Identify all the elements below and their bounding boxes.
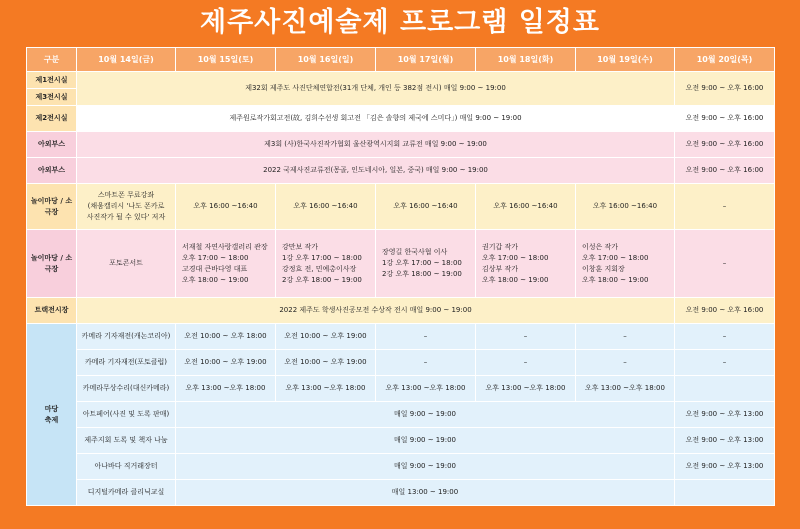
table-row: [27, 402, 775, 428]
schedule-cell: 포토콘서트: [77, 230, 176, 298]
cell-line: 오후 18:00 ~ 19:00: [482, 275, 549, 284]
table-row: [27, 298, 775, 324]
cell-line: 김상부 작가: [482, 264, 519, 273]
schedule-cell: –: [476, 324, 576, 350]
schedule-cell: 오후 13:00 ~오후 18:00: [276, 376, 376, 402]
cell-line: 강정효 전, 민예총이사장: [282, 264, 357, 273]
cell-line: 2강 오후 18:00 ~ 19:00: [282, 275, 362, 284]
schedule-cell: 오후 13:00 ~오후 18:00: [476, 376, 576, 402]
schedule-cell: 오후 16:00 ~16:40: [576, 184, 675, 230]
program-name-cell: 카메라 기자재전(포토클럽): [77, 350, 176, 376]
schedule-cell: 오전 9:00 ~ 오후 16:00: [675, 298, 775, 324]
schedule-cell: 오후 13:00 ~오후 18:00: [576, 376, 675, 402]
schedule-cell: –: [576, 350, 675, 376]
cell-line: 강만보 작가: [282, 242, 319, 251]
schedule-cell: –: [675, 184, 775, 230]
cell-line: 서재철 자연사랑갤러리 관장: [182, 242, 268, 251]
header-cell: 10월 17일(월): [376, 48, 476, 72]
header-cell: 10월 16일(일): [276, 48, 376, 72]
table-row: [27, 324, 775, 350]
category-cell: 제1전시실: [27, 72, 77, 89]
program-name-cell: 아트페어(사진 및 도록 판매): [77, 402, 176, 428]
category-cell: 아외부스: [27, 158, 77, 184]
schedule-cell: [176, 230, 276, 298]
schedule-cell: 오후 13:00 ~오후 18:00: [376, 376, 476, 402]
cell-line: 스마트폰 무료강좌: [97, 191, 155, 199]
schedule-cell: 오전 10:00 ~ 오후 19:00: [276, 324, 376, 350]
schedule-cell: 오전 9:00 ~ 오후 16:00: [675, 106, 775, 132]
schedule-cell: [576, 230, 675, 298]
cell-line: 장영길 한국사협 이사: [382, 248, 448, 256]
schedule-cell: –: [675, 350, 775, 376]
schedule-cell: [77, 184, 176, 230]
header-cell: 10월 15일(토): [176, 48, 276, 72]
cell-line: 고경대 큰바다영 대표: [182, 264, 248, 273]
schedule-cell: 오전 9:00 ~ 오후 13:00: [675, 454, 775, 480]
schedule-cell: –: [675, 230, 775, 298]
schedule-cell: 오전 9:00 ~ 오후 16:00: [675, 72, 775, 106]
schedule-cell: 오후 13:00 ~오후 18:00: [176, 376, 276, 402]
schedule-cell: [376, 230, 476, 298]
schedule-cell: [276, 230, 376, 298]
table-row: [27, 230, 775, 298]
category-cell: 제2전시실: [27, 106, 77, 132]
schedule-cell: 제32회 제주도 사진단체연합전(31개 단체, 개인 등 382점 전시) 매일 9:00 ~ 19:00: [77, 72, 675, 106]
cell-line: (채움캘리시 '나도 폰카로: [87, 202, 165, 210]
table-row: [27, 454, 775, 480]
schedule-cell: 오전 9:00 ~ 오후 13:00: [675, 428, 775, 454]
cell-line: 축제: [44, 415, 59, 424]
header-cell: 구분: [27, 48, 77, 72]
cell-line: 사진작가 될 수 있다' 저자: [86, 213, 166, 221]
program-name-cell: 카메라무상수리(대신카메라): [77, 376, 176, 402]
header-cell: 10월 20일(목): [675, 48, 775, 72]
page-title: 제주사진예술제 프로그램 일정표: [200, 7, 600, 38]
program-name-cell: 제주지회 도록 및 책자 나눔: [77, 428, 176, 454]
table-row: [27, 158, 775, 184]
table-row: [27, 132, 775, 158]
cell-line: 오후 18:00 ~ 19:00: [182, 275, 249, 284]
table-row: [27, 376, 775, 402]
cell-line: 오후 17:00 ~ 18:00: [182, 253, 249, 262]
schedule-table: [26, 47, 775, 506]
schedule-cell: 매일 13:00 ~ 19:00: [176, 480, 675, 506]
cell-line: 2강 오후 18:00 ~ 19:00: [382, 270, 462, 278]
cell-line: 1강 오후 17:00 ~ 18:00: [382, 259, 462, 267]
schedule-cell: 2022 제주도 학생사진공모전 수상작 전시 매일 9:00 ~ 19:00: [77, 298, 675, 324]
header-cell: 10월 14일(금): [77, 48, 176, 72]
schedule-cell: 오후 16:00 ~16:40: [176, 184, 276, 230]
schedule-cell: [675, 376, 775, 402]
schedule-cell: 매일 9:00 ~ 19:00: [176, 428, 675, 454]
category-cell: 제3전시실: [27, 89, 77, 106]
schedule-cell: [675, 480, 775, 506]
table-row: [27, 106, 775, 132]
cell-line: 이창훈 지회장: [582, 264, 625, 273]
cell-line: 마당: [44, 404, 59, 413]
schedule-cell: 오전 10:00 ~ 오후 18:00: [176, 324, 276, 350]
cell-line: 권기갑 작가: [482, 242, 519, 251]
category-cell: 아외부스: [27, 132, 77, 158]
program-name-cell: 카메라 기자재전(캐논코리아): [77, 324, 176, 350]
table-row: [27, 350, 775, 376]
cell-line: 오후 18:00 ~ 19:00: [582, 275, 649, 284]
program-name-cell: 디지털카메라 클리닉교실: [77, 480, 176, 506]
schedule-cell: –: [376, 324, 476, 350]
schedule-cell: 오전 9:00 ~ 오후 13:00: [675, 402, 775, 428]
table-row: [27, 480, 775, 506]
schedule-cell: –: [675, 324, 775, 350]
schedule-cell: 매일 9:00 ~ 19:00: [176, 454, 675, 480]
table-row: [27, 184, 775, 230]
schedule-cell: 오후 16:00 ~16:40: [276, 184, 376, 230]
schedule-cell: 제주원로작가회고전(故, 김희수선생 회고전 「김은 솔향의 제국에 스미다」) 매일 9:00 ~ 19:00: [77, 106, 675, 132]
schedule-cell: 오전 9:00 ~ 오후 16:00: [675, 158, 775, 184]
header-cell: 10월 18일(화): [476, 48, 576, 72]
cell-line: 이성은 작가: [582, 242, 619, 251]
header-row: [27, 48, 775, 72]
schedule-cell: 오후 16:00 ~16:40: [376, 184, 476, 230]
header-cell: 10월 19일(수): [576, 48, 675, 72]
schedule-cell: –: [376, 350, 476, 376]
schedule-cell: –: [476, 350, 576, 376]
cell-line: 오후 17:00 ~ 18:00: [582, 253, 649, 262]
table-row: [27, 72, 775, 89]
program-name-cell: 아나바다 직거래장터: [77, 454, 176, 480]
table-row: [27, 428, 775, 454]
category-cell: 놀이마당 / 소극장: [27, 184, 77, 230]
schedule-cell: 오후 16:00 ~16:40: [476, 184, 576, 230]
category-cell: [27, 324, 77, 506]
schedule-cell: 오전 10:00 ~ 오후 19:00: [276, 350, 376, 376]
schedule-cell: 오전 9:00 ~ 오후 16:00: [675, 132, 775, 158]
schedule-cell: 오전 10:00 ~ 오후 19:00: [176, 350, 276, 376]
cell-line: 1강 오후 17:00 ~ 18:00: [282, 253, 362, 262]
category-cell: 트랙전시장: [27, 298, 77, 324]
schedule-cell: 제3회 (사)한국사진작가협회 울산광역시지회 교류전 매일 9:00 ~ 19:00: [77, 132, 675, 158]
schedule-cell: 2022 국제사진교류전(몽골, 인도네시아, 일본, 중국) 매일 9:00 ~ 19:00: [77, 158, 675, 184]
category-cell: 놀이마당 / 소극장: [27, 230, 77, 298]
schedule-cell: 매일 9:00 ~ 19:00: [176, 402, 675, 428]
schedule-cell: [476, 230, 576, 298]
cell-line: 오후 17:00 ~ 18:00: [482, 253, 549, 262]
schedule-cell: –: [576, 324, 675, 350]
